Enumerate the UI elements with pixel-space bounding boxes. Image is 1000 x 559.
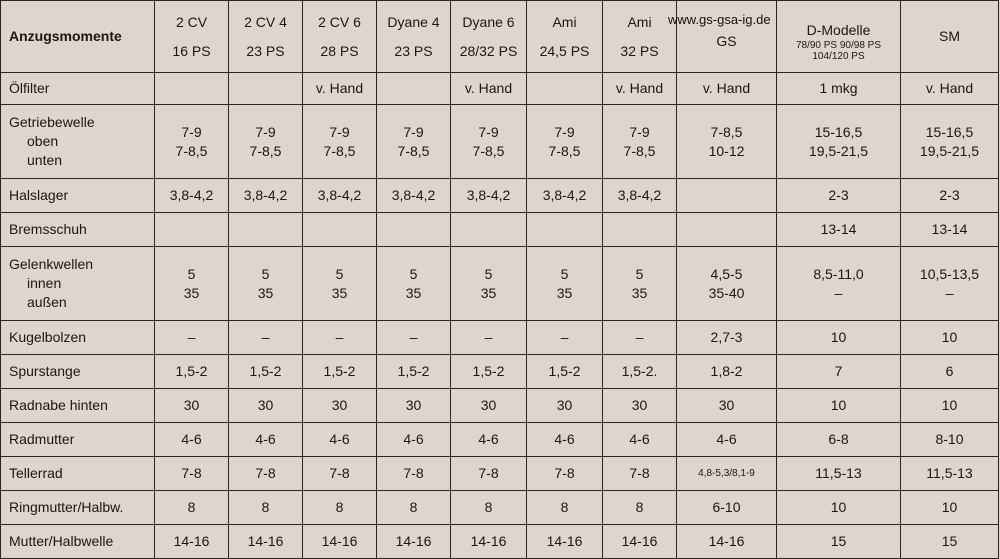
value-innen: 5 (335, 265, 344, 282)
table-cell: v. Hand (901, 73, 999, 105)
table-cell (527, 213, 603, 247)
table-cell: 14-16 (451, 525, 527, 559)
value-unten: 7-8,5 (548, 142, 581, 159)
row-sublabel: außen (27, 294, 67, 310)
table-cell: 10 (777, 491, 901, 525)
table-cell: 15 (901, 525, 999, 559)
table-cell: 4-6 (377, 423, 451, 457)
column-power: 16 PS (172, 42, 211, 59)
table-cell: 14-16 (229, 525, 303, 559)
value-aussen: 35 (405, 284, 422, 301)
table-cell: 1,5-2. (603, 355, 677, 389)
table-cell: 13-14 (901, 213, 999, 247)
row-label: Halslager (1, 179, 155, 213)
table-cell (377, 247, 451, 321)
table-cell: – (527, 321, 603, 355)
value-aussen: 35-40 (708, 284, 745, 301)
table-cell (603, 105, 677, 179)
table-cell: 4-6 (303, 423, 377, 457)
table-cell (155, 247, 229, 321)
table-cell (155, 105, 229, 179)
table-cell: – (155, 321, 229, 355)
table-cell (527, 73, 603, 105)
table-cell: – (603, 321, 677, 355)
table-cell: 7-8 (303, 457, 377, 491)
column-header-ami-24 (527, 1, 603, 73)
table-cell: 1,5-2 (303, 355, 377, 389)
table-cell: 4-6 (451, 423, 527, 457)
row-label-main: Getriebewelle (9, 114, 95, 130)
table-cell: 10 (901, 389, 999, 423)
table-cell: 4-6 (155, 423, 229, 457)
table-row (1, 423, 999, 457)
table-cell: 4-6 (603, 423, 677, 457)
table-cell: 10 (777, 321, 901, 355)
table-cell: 3,8-4,2 (377, 179, 451, 213)
table-cell: 8 (377, 491, 451, 525)
table-cell: 4,8-5,3/8,1-9 (677, 457, 777, 491)
table-cell (677, 247, 777, 321)
table-cell: 6-8 (777, 423, 901, 457)
value-oben: 7-9 (403, 123, 424, 140)
row-label: Radmutter (1, 423, 155, 457)
column-header-sm (901, 1, 999, 73)
column-power: 32 PS (620, 42, 659, 59)
table-cell: 30 (303, 389, 377, 423)
table-cell: 30 (229, 389, 303, 423)
row-label: Spurstange (1, 355, 155, 389)
row-label (1, 247, 155, 321)
table-row (1, 321, 999, 355)
table-cell: 4-6 (677, 423, 777, 457)
value-aussen: 35 (183, 284, 200, 301)
row-label-main: Gelenkwellen (9, 256, 94, 272)
row-label: Tellerrad (1, 457, 155, 491)
value-innen: 5 (261, 265, 270, 282)
table-cell (603, 247, 677, 321)
table-cell: 3,8-4,2 (229, 179, 303, 213)
table-cell (303, 213, 377, 247)
table-cell: 7-8 (377, 457, 451, 491)
value-unten: 7-8,5 (323, 142, 356, 159)
column-power: 24,5 PS (539, 42, 590, 59)
table-cell (377, 213, 451, 247)
value-aussen: 35 (257, 284, 274, 301)
column-model: Ami (552, 13, 577, 30)
table-cell (603, 213, 677, 247)
table-cell (377, 105, 451, 179)
table-cell: 3,8-4,2 (527, 179, 603, 213)
table-cell (229, 247, 303, 321)
table-cell: v. Hand (677, 73, 777, 105)
table-cell: 8 (527, 491, 603, 525)
column-model: Dyane 4 (387, 13, 440, 30)
table-cell: 8 (603, 491, 677, 525)
value-oben: 7-8,5 (710, 123, 743, 140)
table-cell: 7-8 (451, 457, 527, 491)
table-cell: 13-14 (777, 213, 901, 247)
value-oben: 7-9 (181, 123, 202, 140)
table-cell: 1,5-2 (377, 355, 451, 389)
value-innen: 10,5-13,5 (919, 265, 980, 282)
table-cell: 14-16 (377, 525, 451, 559)
table-cell: 2-3 (777, 179, 901, 213)
value-innen: 5 (187, 265, 196, 282)
table-cell: 1 mkg (777, 73, 901, 105)
row-sublabel: unten (27, 152, 63, 168)
table-row (1, 355, 999, 389)
row-sublabel: oben (27, 133, 59, 149)
table-cell: 7-8 (603, 457, 677, 491)
table-cell: 14-16 (527, 525, 603, 559)
table-cell: 10 (777, 389, 901, 423)
table-cell (777, 247, 901, 321)
column-header-dyane4 (377, 1, 451, 73)
table-cell (155, 213, 229, 247)
row-label: Mutter/Halbwelle (1, 525, 155, 559)
value-oben: 7-9 (329, 123, 350, 140)
table-cell: 7 (777, 355, 901, 389)
table-cell: 8 (303, 491, 377, 525)
table-cell (777, 105, 901, 179)
table-header-row (1, 1, 999, 73)
table-cell: 15 (777, 525, 901, 559)
row-label: Radnabe hinten (1, 389, 155, 423)
column-model: 2 CV 4 (244, 13, 287, 30)
table-row (1, 213, 999, 247)
table-cell (303, 105, 377, 179)
value-oben: 7-9 (478, 123, 499, 140)
value-aussen: 35 (331, 284, 348, 301)
table-cell: 14-16 (303, 525, 377, 559)
value-oben: 7-9 (255, 123, 276, 140)
table-cell: 1,5-2 (451, 355, 527, 389)
value-unten: 7-8,5 (397, 142, 430, 159)
value-aussen: 35 (480, 284, 497, 301)
value-unten: 7-8,5 (175, 142, 208, 159)
table-cell (901, 247, 999, 321)
table-cell: 4-6 (229, 423, 303, 457)
value-oben: 7-9 (554, 123, 575, 140)
table-cell: 3,8-4,2 (303, 179, 377, 213)
table-row (1, 491, 999, 525)
table-cell (677, 213, 777, 247)
table-cell: 8 (229, 491, 303, 525)
table-cell: 7-8 (527, 457, 603, 491)
table-cell (527, 105, 603, 179)
value-aussen: 35 (631, 284, 648, 301)
table-cell: 30 (527, 389, 603, 423)
table-cell: 30 (451, 389, 527, 423)
table-cell: 7-8 (229, 457, 303, 491)
row-label: Bremsschuh (1, 213, 155, 247)
table-cell: 3,8-4,2 (155, 179, 229, 213)
table-cell: 1,5-2 (155, 355, 229, 389)
table-cell: 7-8 (155, 457, 229, 491)
table-cell: 4-6 (527, 423, 603, 457)
column-power-line2: 104/120 PS (812, 51, 865, 62)
table-cell: 30 (603, 389, 677, 423)
table-cell: 14-16 (603, 525, 677, 559)
column-power: 78/90 PS 90/98 PS (795, 40, 882, 51)
column-model: Ami (627, 13, 652, 30)
value-unten: 19,5-21,5 (919, 142, 980, 159)
table-cell: 11,5-13 (777, 457, 901, 491)
value-aussen: – (945, 284, 954, 301)
column-header-2cv (155, 1, 229, 73)
table-cell (377, 73, 451, 105)
table-title: Anzugsmomente (1, 1, 155, 73)
table-cell: – (303, 321, 377, 355)
table-cell: 11,5-13 (901, 457, 999, 491)
value-innen: 5 (484, 265, 493, 282)
table-cell: 6 (901, 355, 999, 389)
value-oben: 15-16,5 (814, 123, 863, 140)
table-row (1, 525, 999, 559)
table-cell: 30 (155, 389, 229, 423)
table-cell: 1,8-2 (677, 355, 777, 389)
column-power: 23 PS (394, 42, 433, 59)
table-cell (229, 73, 303, 105)
value-unten: 19,5-21,5 (808, 142, 869, 159)
table-cell: v. Hand (603, 73, 677, 105)
column-power: 28/32 PS (459, 42, 518, 59)
table-cell: – (377, 321, 451, 355)
table-cell: 8 (155, 491, 229, 525)
row-sublabel: innen (27, 275, 62, 291)
row-label: Ölfilter (1, 73, 155, 105)
value-oben: 15-16,5 (925, 123, 974, 140)
value-innen: 4,5-5 (710, 265, 743, 282)
website-watermark: www.gs-gsa-ig.de (668, 12, 771, 27)
table-cell (677, 105, 777, 179)
table-cell (451, 105, 527, 179)
table-cell: 8 (451, 491, 527, 525)
column-model: 2 CV 6 (318, 13, 361, 30)
table-cell (451, 247, 527, 321)
value-oben: 7-9 (629, 123, 650, 140)
value-unten: 7-8,5 (472, 142, 505, 159)
column-header-ami-32 (603, 1, 677, 73)
value-innen: 5 (409, 265, 418, 282)
column-power: 23 PS (246, 42, 285, 59)
table-cell: 2-3 (901, 179, 999, 213)
value-innen: 8,5-11,0 (813, 265, 864, 282)
table-cell: v. Hand (451, 73, 527, 105)
value-aussen: – (834, 284, 843, 301)
table-cell: 14-16 (677, 525, 777, 559)
table-cell: 14-16 (155, 525, 229, 559)
value-innen: 5 (635, 265, 644, 282)
table-row (1, 247, 999, 321)
column-model: 2 CV (175, 13, 208, 30)
table-cell (229, 105, 303, 179)
table-cell: – (451, 321, 527, 355)
value-unten: 7-8,5 (249, 142, 282, 159)
column-header-dyane6 (451, 1, 527, 73)
table-cell (901, 105, 999, 179)
table-row (1, 179, 999, 213)
table-row (1, 105, 999, 179)
table-cell: 1,5-2 (229, 355, 303, 389)
value-aussen: 35 (556, 284, 573, 301)
value-unten: 7-8,5 (623, 142, 656, 159)
column-power: 28 PS (320, 42, 359, 59)
column-model: GS (716, 33, 737, 49)
table-cell: 3,8-4,2 (451, 179, 527, 213)
table-cell: 10 (901, 321, 999, 355)
value-unten: 10-12 (708, 142, 745, 159)
table-cell: 10 (901, 491, 999, 525)
value-innen: 5 (560, 265, 569, 282)
table-cell: 1,5-2 (527, 355, 603, 389)
table-row (1, 73, 999, 105)
row-label (1, 105, 155, 179)
column-model: SM (939, 28, 960, 44)
column-model: Dyane 6 (462, 13, 515, 30)
table-cell: – (229, 321, 303, 355)
column-header-2cv4 (229, 1, 303, 73)
table-cell (155, 73, 229, 105)
table-cell (303, 247, 377, 321)
table-cell: 6-10 (677, 491, 777, 525)
table-cell (527, 247, 603, 321)
table-row (1, 457, 999, 491)
column-header-d-modelle (777, 1, 901, 73)
table-cell (451, 213, 527, 247)
table-cell: 30 (677, 389, 777, 423)
row-label: Kugelbolzen (1, 321, 155, 355)
table-cell: 30 (377, 389, 451, 423)
table-cell (229, 213, 303, 247)
table-row (1, 389, 999, 423)
table-cell: 3,8-4,2 (603, 179, 677, 213)
table-cell (677, 179, 777, 213)
column-model: D-Modelle (806, 22, 871, 38)
row-label: Ringmutter/Halbw. (1, 491, 155, 525)
column-header-2cv6 (303, 1, 377, 73)
table-cell: v. Hand (303, 73, 377, 105)
table-cell: 8-10 (901, 423, 999, 457)
table-cell: 2,7-3 (677, 321, 777, 355)
